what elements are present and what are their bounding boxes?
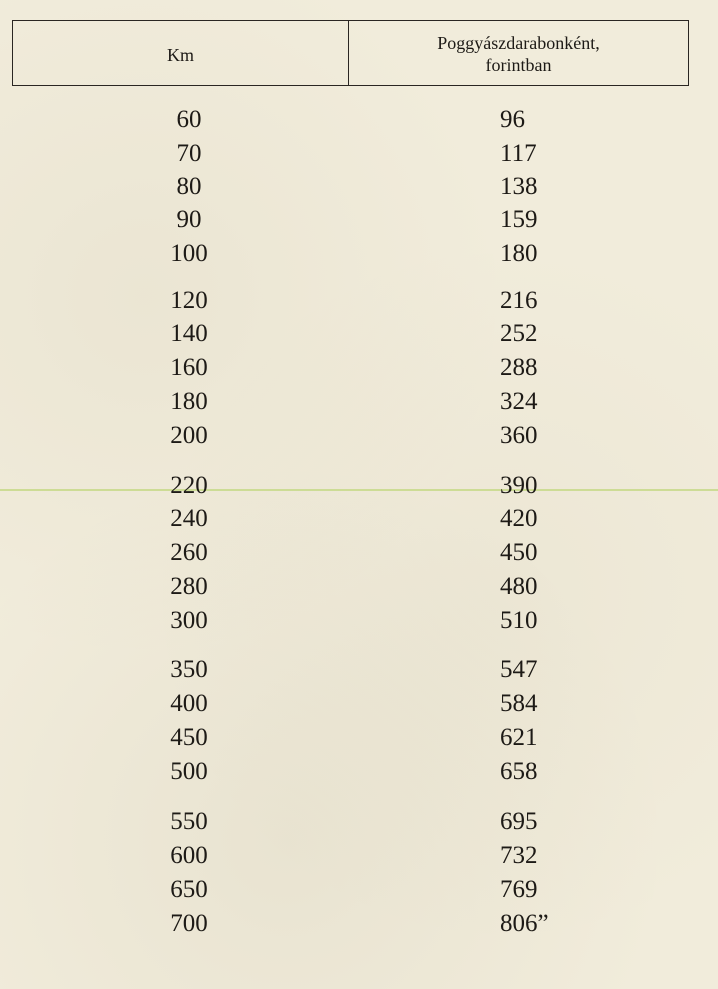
price-cell: 159 (500, 206, 538, 233)
table-row (0, 536, 718, 570)
price-cell: 138 (500, 173, 538, 200)
table-row (0, 103, 718, 137)
km-cell: 100 (170, 240, 208, 267)
table-row (0, 419, 718, 453)
km-cell: 220 (170, 472, 208, 499)
km-cell: 500 (170, 758, 208, 785)
table-row (0, 502, 718, 536)
price-cell: 117 (500, 140, 537, 167)
price-cell: 360 (500, 422, 538, 449)
km-cell: 700 (170, 910, 208, 937)
price-cell: 658 (500, 758, 538, 785)
table-row (0, 284, 718, 318)
km-cell: 70 (176, 140, 202, 167)
km-cell: 60 (176, 106, 202, 133)
price-cell: 547 (500, 656, 538, 683)
km-cell: 80 (176, 173, 202, 200)
price-cell: 806” (500, 910, 549, 937)
km-cell: 600 (170, 842, 208, 869)
km-cell: 400 (170, 690, 208, 717)
price-cell: 695 (500, 808, 538, 835)
km-cell: 450 (170, 724, 208, 751)
table-row (0, 237, 718, 271)
price-header-line-1: Poggyászdarabonként, (437, 33, 600, 53)
table-row (0, 203, 718, 237)
km-cell: 260 (170, 539, 208, 566)
table-row (0, 469, 718, 503)
km-cell: 550 (170, 808, 208, 835)
km-column-header: Km (13, 21, 349, 85)
price-cell: 96 (500, 106, 525, 133)
km-cell: 180 (170, 388, 208, 415)
price-cell: 732 (500, 842, 538, 869)
price-header-line-2: forintban (485, 55, 552, 75)
price-cell: 769 (500, 876, 538, 903)
table-row (0, 805, 718, 839)
price-cell: 510 (500, 607, 538, 634)
table-row (0, 755, 718, 789)
table-header (12, 20, 689, 86)
price-cell: 288 (500, 354, 538, 381)
km-cell: 160 (170, 354, 208, 381)
km-cell: 300 (170, 607, 208, 634)
price-cell: 180 (500, 240, 538, 267)
table-row (0, 604, 718, 638)
price-cell: 216 (500, 287, 538, 314)
price-cell: 324 (500, 388, 538, 415)
table-row (0, 653, 718, 687)
km-cell: 90 (176, 206, 202, 233)
price-cell: 390 (500, 472, 538, 499)
table-row (0, 907, 718, 941)
table-row (0, 351, 718, 385)
price-cell: 420 (500, 505, 538, 532)
table-row (0, 137, 718, 171)
table-row (0, 721, 718, 755)
price-cell: 584 (500, 690, 538, 717)
km-cell: 280 (170, 573, 208, 600)
price-cell: 252 (500, 320, 538, 347)
price-cell: 480 (500, 573, 538, 600)
km-cell: 240 (170, 505, 208, 532)
km-cell: 200 (170, 422, 208, 449)
table-row (0, 317, 718, 351)
table-row (0, 170, 718, 204)
km-cell: 350 (170, 656, 208, 683)
table-row (0, 839, 718, 873)
price-cell: 450 (500, 539, 538, 566)
table-row (0, 385, 718, 419)
price-cell: 621 (500, 724, 538, 751)
table-row (0, 687, 718, 721)
km-cell: 650 (170, 876, 208, 903)
table-row (0, 570, 718, 604)
price-column-header (349, 21, 688, 85)
km-cell: 140 (170, 320, 208, 347)
km-cell: 120 (170, 287, 208, 314)
table-row (0, 873, 718, 907)
